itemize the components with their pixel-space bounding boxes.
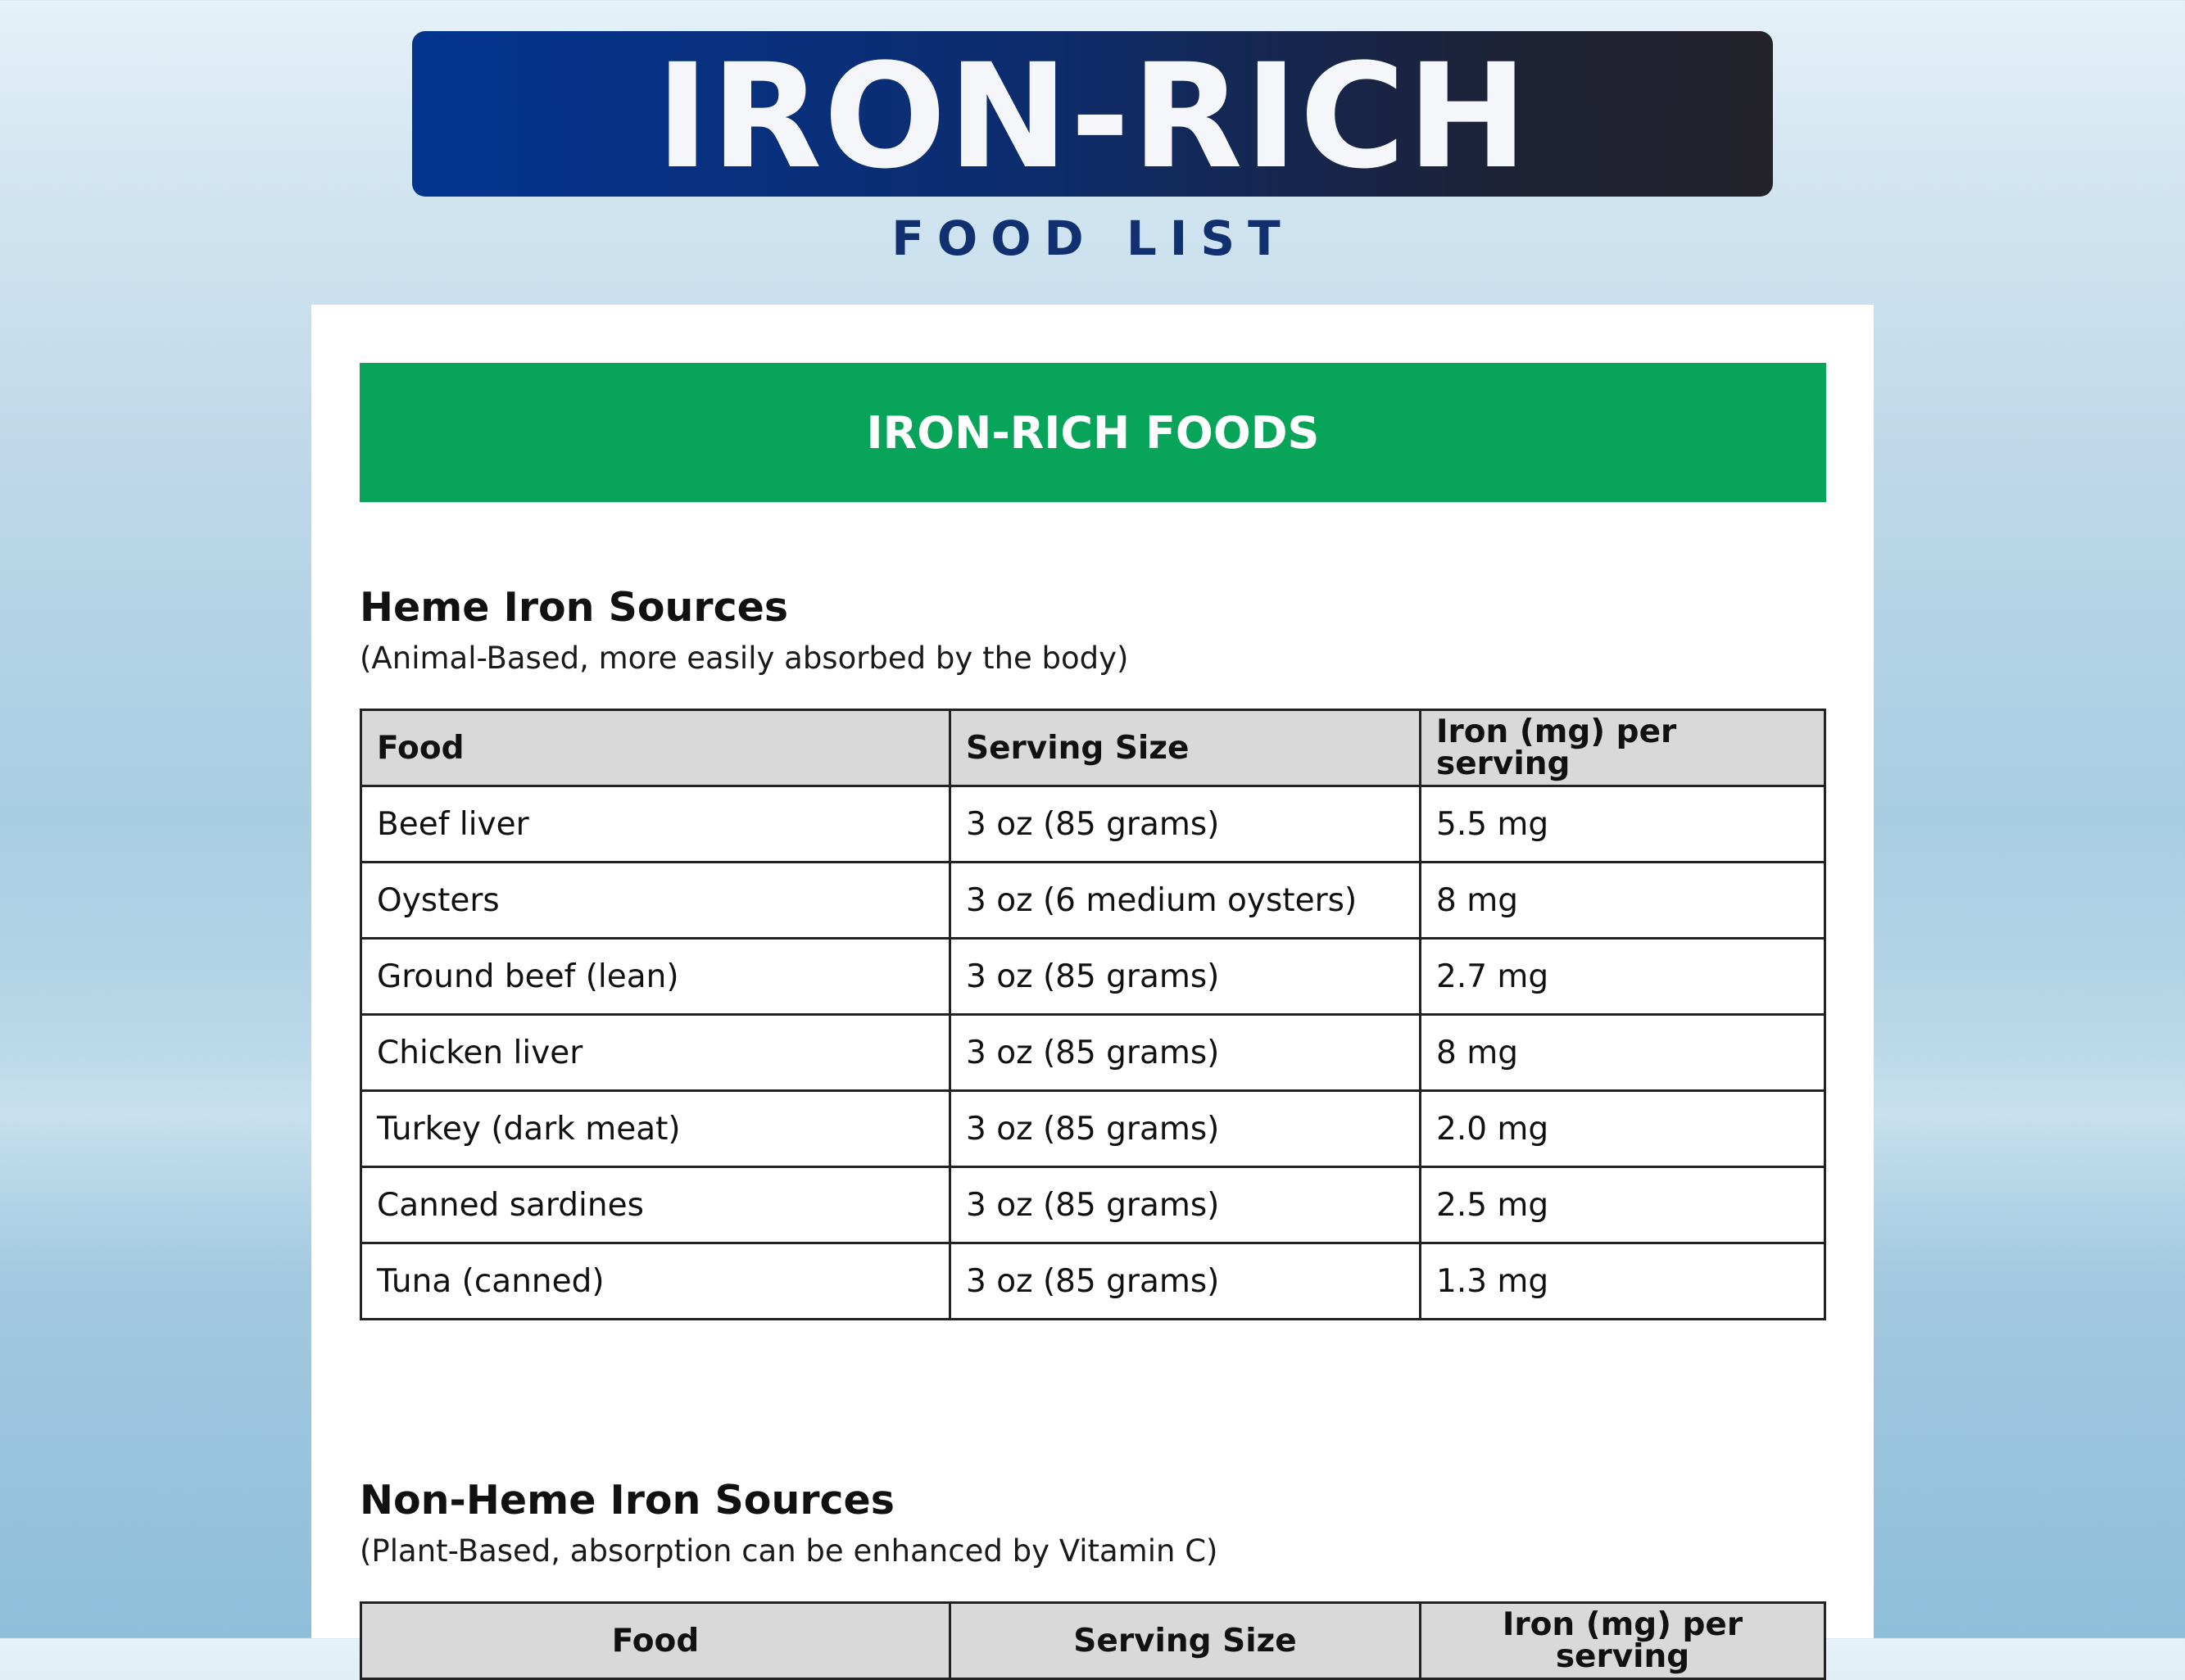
serving-cell: 3 oz (85 grams) [950, 939, 1421, 1015]
table-row [361, 1091, 1825, 1167]
title-banner [412, 31, 1773, 201]
serving-cell: 3 oz (85 grams) [950, 786, 1421, 863]
iron-cell: 2.5 mg [1421, 1167, 1825, 1243]
iron-cell: 8 mg [1421, 1015, 1825, 1091]
iron-cell: 2.0 mg [1421, 1091, 1825, 1167]
column-header-food: Food [361, 1603, 950, 1679]
serving-cell: 3 oz (85 grams) [950, 1167, 1421, 1243]
section-banner-label: IRON-RICH FOODS [866, 406, 1320, 459]
content-card [311, 305, 1874, 1675]
food-cell: Chicken liver [361, 1015, 950, 1091]
column-header-serving-size: Serving Size [950, 1603, 1421, 1679]
table-row [361, 1167, 1825, 1243]
food-cell: Turkey (dark meat) [361, 1091, 950, 1167]
column-header-iron: Iron (mg) per serving [1421, 1603, 1825, 1679]
iron-cell: 8 mg [1421, 863, 1825, 939]
nonheme-section-title: Non-Heme Iron Sources [360, 1477, 895, 1524]
serving-cell: 3 oz (85 grams) [950, 1015, 1421, 1091]
table-row [361, 939, 1825, 1015]
page-subtitle: FOOD LIST [891, 211, 1294, 266]
serving-cell: 3 oz (85 grams) [950, 1243, 1421, 1320]
iron-cell: 1.3 mg [1421, 1243, 1825, 1320]
page-title: IRON-RICH [655, 33, 1530, 201]
food-cell: Tuna (canned) [361, 1243, 950, 1320]
table-header-row [361, 710, 1825, 786]
column-header-serving-size: Serving Size [950, 710, 1421, 786]
table-row [361, 1015, 1825, 1091]
food-cell: Ground beef (lean) [361, 939, 950, 1015]
table-header-row [361, 1603, 1825, 1679]
heme-table [360, 709, 1826, 1320]
column-header-iron: Iron (mg) per serving [1421, 710, 1825, 786]
heme-section-title: Heme Iron Sources [360, 584, 789, 631]
iron-cell: 2.7 mg [1421, 939, 1825, 1015]
table-row [361, 863, 1825, 939]
column-header-food: Food [361, 710, 950, 786]
serving-cell: 3 oz (85 grams) [950, 1091, 1421, 1167]
food-cell: Oysters [361, 863, 950, 939]
iron-cell: 5.5 mg [1421, 786, 1825, 863]
table-row [361, 786, 1825, 863]
serving-cell: 3 oz (6 medium oysters) [950, 863, 1421, 939]
nonheme-section-subtitle: (Plant-Based, absorption can be enhanced by Vitamin C) [360, 1533, 1218, 1569]
table-row [361, 1243, 1825, 1320]
food-cell: Beef liver [361, 786, 950, 863]
heme-section-subtitle: (Animal-Based, more easily absorbed by the body) [360, 641, 1129, 676]
section-banner [360, 363, 1826, 502]
nonheme-table [360, 1601, 1826, 1680]
food-cell: Canned sardines [361, 1167, 950, 1243]
